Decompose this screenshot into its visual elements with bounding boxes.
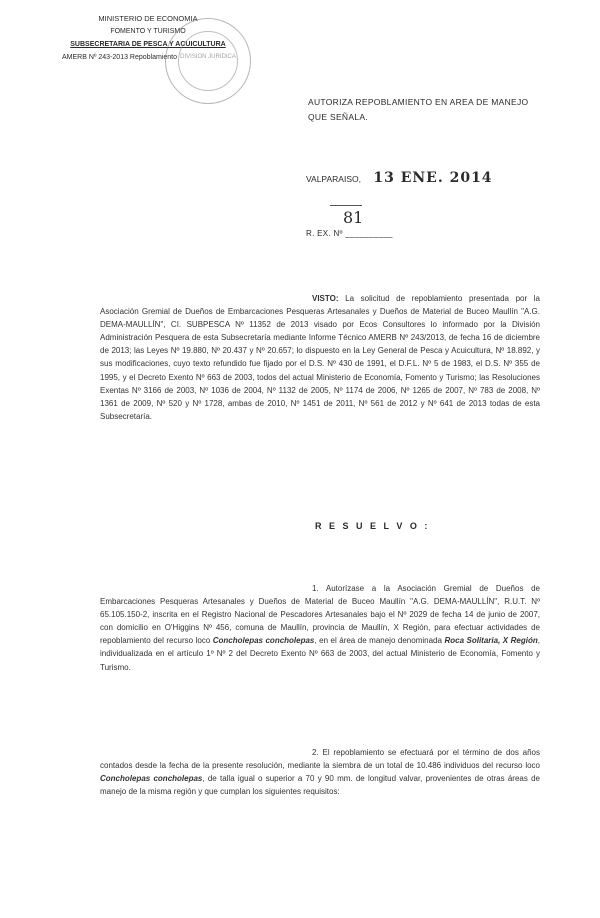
rex-number-label: R. EX. Nº __________ [306, 229, 393, 238]
resolution-article-2 [100, 746, 540, 798]
article-2-text-b: , de talla igual o superior a 70 y 90 mm. de longitud valvar, provenientes de otras áreas de manejo de la misma región y que cumplan los siguientes requisitos: [100, 774, 540, 797]
subsecretariat-name: SUBSECRETARIA DE PESCA Y ACUICULTURA [70, 41, 226, 48]
article-1-text-a: 1. Autorízase a la Asociación Gremial de Dueños de Embarcaciones Pesqueras Artesanales y Dueños de Material de Buceo Maullín "A.G. DEMA-MAULLÍN", R.U.T. Nº 65.105.150-2, inscrita en el Registro Nacional de Pescadores Artesanales bajo el Nº 2029 de fecha 14 de junio de 2007, con domicilio en O'Higgins Nº 456, comuna de Maullín, provincia de Maullín, X Región, para efectuar actividades de repoblamiento del recurso loco [100, 584, 540, 646]
article-2-text-a: 2. El repoblamiento se efectuará por el término de dos años contados desde la fecha de la presente resolución, mediante la siembra de un total de 10.486 individuos del recurso loco [100, 748, 540, 771]
ministry-name: MINISTERIO DE ECONOMIA [98, 14, 198, 23]
document-subject [308, 95, 548, 125]
resolution-article-1 [100, 582, 540, 674]
subject-line-1: AUTORIZA REPOBLAMIENTO EN AREA DE MANEJO [308, 97, 529, 107]
number-separator [330, 205, 362, 206]
visto-paragraph [100, 292, 540, 423]
official-stamp [165, 18, 251, 104]
ministry-subname: FOMENTO Y TURISMO [110, 28, 186, 35]
stamp-text: DIVISION JURIDICA [180, 54, 236, 60]
visto-label: VISTO: [312, 294, 339, 303]
article-1-species: Concholepas concholepas [212, 636, 315, 646]
place-date-line [306, 170, 493, 186]
article-1-area: Roca Solitaria, X Región [444, 636, 538, 646]
resolution-number: 81 [343, 208, 364, 227]
visto-text: La solicitud de repoblamiento presentada por la Asociación Gremial de Dueños de Embarcaciones Pesqueras Artesanales y Dueños de Material de Buceo Maullín "A.G. DEMA-MAULLÍN", CI. SUBPESCA Nº 11352 de 2013 visado por Ecos Consultores lo informado por la División Administración Pesquera de esta Subsecretaría mediante Informe Técnico AMERB Nº 243/2013, de fecha 16 de diciembre de 2013; las Leyes Nº 19.880, Nº 20.437 y Nº 20.657; lo dispuesto en la Ley General de Pesca y Acuicultura, Nº 18.892, y sus modificaciones, cuyo texto refundido fue fijado por el D.S. Nº 430 de 1991, el D.F.L. Nº 5 de 1983, el D.S. Nº 355 de 1995, y el Decreto Exento Nº 663 de 2003, todos del actual Ministerio de Economía, Fomento y Turismo; las Resoluciones Exentas Nº 3166 de 2003, Nº 1036 de 2004, Nº 1132 de 2005, Nº 1174 de 2006, Nº 1265 de 2007, Nº 783 de 2008, Nº 1361 de 2009, Nº 520 y Nº 1728, ambas de 2010, Nº 1451 de 2011, Nº 561 de 2012 y Nº 641 de 2013 todas de esta Subsecretaría. [100, 294, 540, 421]
article-1-text-b: , en el área de manejo denominada [314, 636, 442, 646]
date-stamp: 13 ENE. 2014 [373, 170, 493, 186]
article-2-species: Concholepas concholepas [100, 774, 203, 784]
reference-line: AMERB Nº 243-2013 Repoblamiento [62, 54, 178, 61]
stamp-inner-ring [178, 31, 238, 91]
resuelvo-heading: R E S U E L V O : [315, 521, 430, 531]
place-label: VALPARAISO, [306, 174, 361, 184]
subject-line-2: QUE SEÑALA. [308, 112, 368, 122]
article-1-text-c: , individualizada en el artículo 1º Nº 2 del Decreto Exento Nº 663 de 2003, del actual Ministerio de Economía, Fomento y Turismo. [100, 636, 540, 672]
